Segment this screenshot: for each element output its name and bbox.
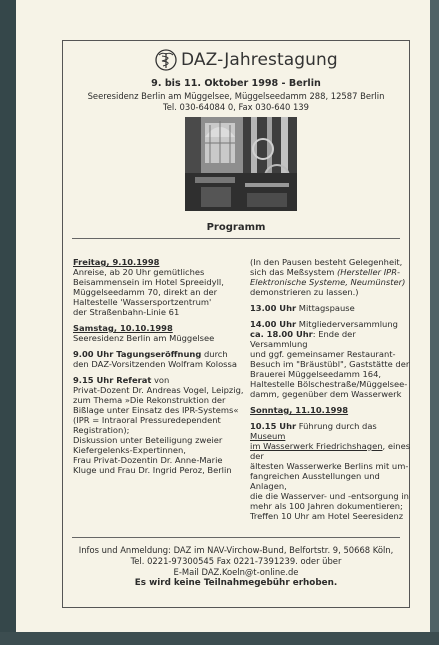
- tour-line-2-text: , eines der: [250, 441, 411, 461]
- lecture-text: von: [151, 375, 170, 385]
- waterworks-machinery-photo: [185, 117, 297, 211]
- friday-line-3: Müggelseedamm 70, direkt an der: [73, 287, 218, 297]
- assembly-text: Mitgliederversammlung: [296, 319, 398, 329]
- assembly-item: [250, 319, 412, 329]
- museum-link-part2: im Wasserwerk Friedrichshagen: [250, 441, 383, 451]
- friday-line-4: Haltestelle 'Wassersportzentrum': [73, 297, 212, 307]
- tour-time: 10.15 Uhr: [250, 421, 297, 431]
- lecture-line-5: Registration);: [73, 425, 130, 435]
- end-line-2: Besuch im "Bräustübl", Gaststätte der: [250, 359, 410, 369]
- pause-line-2-text: sich das Meßsystem: [250, 267, 335, 277]
- end-item: [250, 329, 412, 349]
- event-phone: Tel. 030-64084 0, Fax 030-640 139: [163, 102, 309, 112]
- footer-fee-note: Es wird keine Teilnahmegebühr erhoben.: [134, 578, 338, 588]
- assembly-time: 14.00 Uhr: [250, 319, 297, 329]
- tour-line-5: die die Wasserver- und -entsorgung in: [250, 491, 409, 501]
- tour-line-7: Treffen 10 Uhr am Hotel Seeresidenz: [250, 511, 404, 521]
- lunch-item: [250, 303, 412, 313]
- opening-line-2: den DAZ-Vorsitzenden Wolfram Kolossa: [73, 359, 237, 369]
- event-address: Seeresidenz Berlin am Müggelsee, Müggelseedamm 288, 12587 Berlin: [87, 91, 385, 101]
- pause-line-2: [250, 267, 412, 277]
- lecture-line-1: Privat-Dozent Dr. Andreas Vogel, Leipzig,: [73, 385, 244, 395]
- lecture-line-3: Bißlage unter Einsatz des IPR-Systems«: [73, 405, 239, 415]
- saturday-venue: Seeresidenz Berlin am Müggelsee: [73, 333, 215, 343]
- lecture-line-8: Frau Privat-Dozentin Dr. Anne-Marie: [73, 455, 223, 465]
- tour-line-4: fangreichen Ausstellungen und Anlagen,: [250, 471, 380, 491]
- tour-line-2: [250, 441, 412, 461]
- end-line-5: damm, gegenüber dem Wasserwerk: [250, 389, 402, 399]
- footer-phone: Tel. 0221-97300545 Fax 0221-7391239. oder über: [130, 556, 342, 566]
- lecture-line-4: (IPR = Intraoral Pressuredependent: [73, 415, 221, 425]
- program-divider: [72, 238, 400, 239]
- sunday-date: Sonntag, 11.10.1998: [250, 405, 349, 415]
- end-text: : Ende der Versammlung: [250, 329, 356, 349]
- tour-text: Führung durch das: [296, 421, 377, 431]
- event-dates: 9. bis 11. Oktober 1998 - Berlin: [151, 78, 321, 89]
- friday-date: Freitag, 9.10.1998: [73, 257, 160, 267]
- end-time: ca. 18.00 Uhr: [250, 329, 313, 339]
- pause-line-1: (In den Pausen besteht Gelegenheit,: [250, 257, 403, 267]
- tour-item: [250, 421, 412, 441]
- pause-line-3-italic: Elektronische Systeme, Neumünster): [250, 277, 406, 287]
- end-line-3: Brauerei Müggelseedamm 164,: [250, 369, 382, 379]
- program-column-right: [250, 257, 412, 521]
- end-line-1: und ggf. gemeinsamer Restaurant-: [250, 349, 396, 359]
- scan-border-left: [0, 0, 16, 645]
- friday-line-5: der Straßenbahn-Linie 61: [73, 307, 180, 317]
- daz-logo-icon: [155, 49, 177, 71]
- opening-item: [73, 349, 249, 359]
- scan-border-right: [430, 0, 439, 645]
- lecture-line-2: zum Thema »Die Rekonstruktion der: [73, 395, 226, 405]
- pause-line-2-italic: (Hersteller IPR-: [334, 267, 401, 277]
- lecture-item: [73, 375, 249, 385]
- title-row: [155, 48, 338, 72]
- lecture-time: 9.15 Uhr Referat: [73, 375, 152, 385]
- program-heading: Programm: [206, 222, 266, 233]
- museum-link-part1: Museum: [250, 431, 286, 441]
- friday-line-1: Anreise, ab 20 Uhr gemütliches: [73, 267, 205, 277]
- lecture-line-7: Kiefergelenks-Expertinnen,: [73, 445, 186, 455]
- scan-border-bottom: [0, 632, 439, 645]
- end-line-4: Haltestelle Bölschestraße/Müggelsee-: [250, 379, 408, 389]
- tour-line-6: mehr als 100 Jahren dokumentieren;: [250, 501, 403, 511]
- friday-line-2: Beisammensein im Hotel Spreeidyll,: [73, 277, 224, 287]
- program-column-left: [73, 257, 249, 475]
- lecture-line-6: Diskussion unter Beteiligung zweier: [73, 435, 223, 445]
- pause-line-4: demonstrieren zu lassen.): [250, 287, 359, 297]
- tour-line-3: ältesten Wasserwerke Berlins mit um-: [250, 461, 409, 471]
- pause-line-3: [250, 277, 412, 287]
- opening-time: 9.00 Uhr Tagungseröffnung: [73, 349, 202, 359]
- lunch-time: 13.00 Uhr: [250, 303, 297, 313]
- footer-contact: Infos und Anmeldung: DAZ im NAV-Virchow-Bund, Belfortstr. 9, 50668 Köln,: [78, 545, 394, 555]
- footer-email: E-Mail DAZ.Koeln@t-online.de: [173, 567, 299, 577]
- saturday-date: Samstag, 10.10.1998: [73, 323, 173, 333]
- lunch-text: Mittagspause: [296, 303, 355, 313]
- lecture-line-9: Kluge und Frau Dr. Ingrid Peroz, Berlin: [73, 465, 232, 475]
- footer-divider: [72, 537, 400, 538]
- event-title: DAZ-Jahrestagung: [181, 50, 338, 70]
- opening-text: durch: [201, 349, 228, 359]
